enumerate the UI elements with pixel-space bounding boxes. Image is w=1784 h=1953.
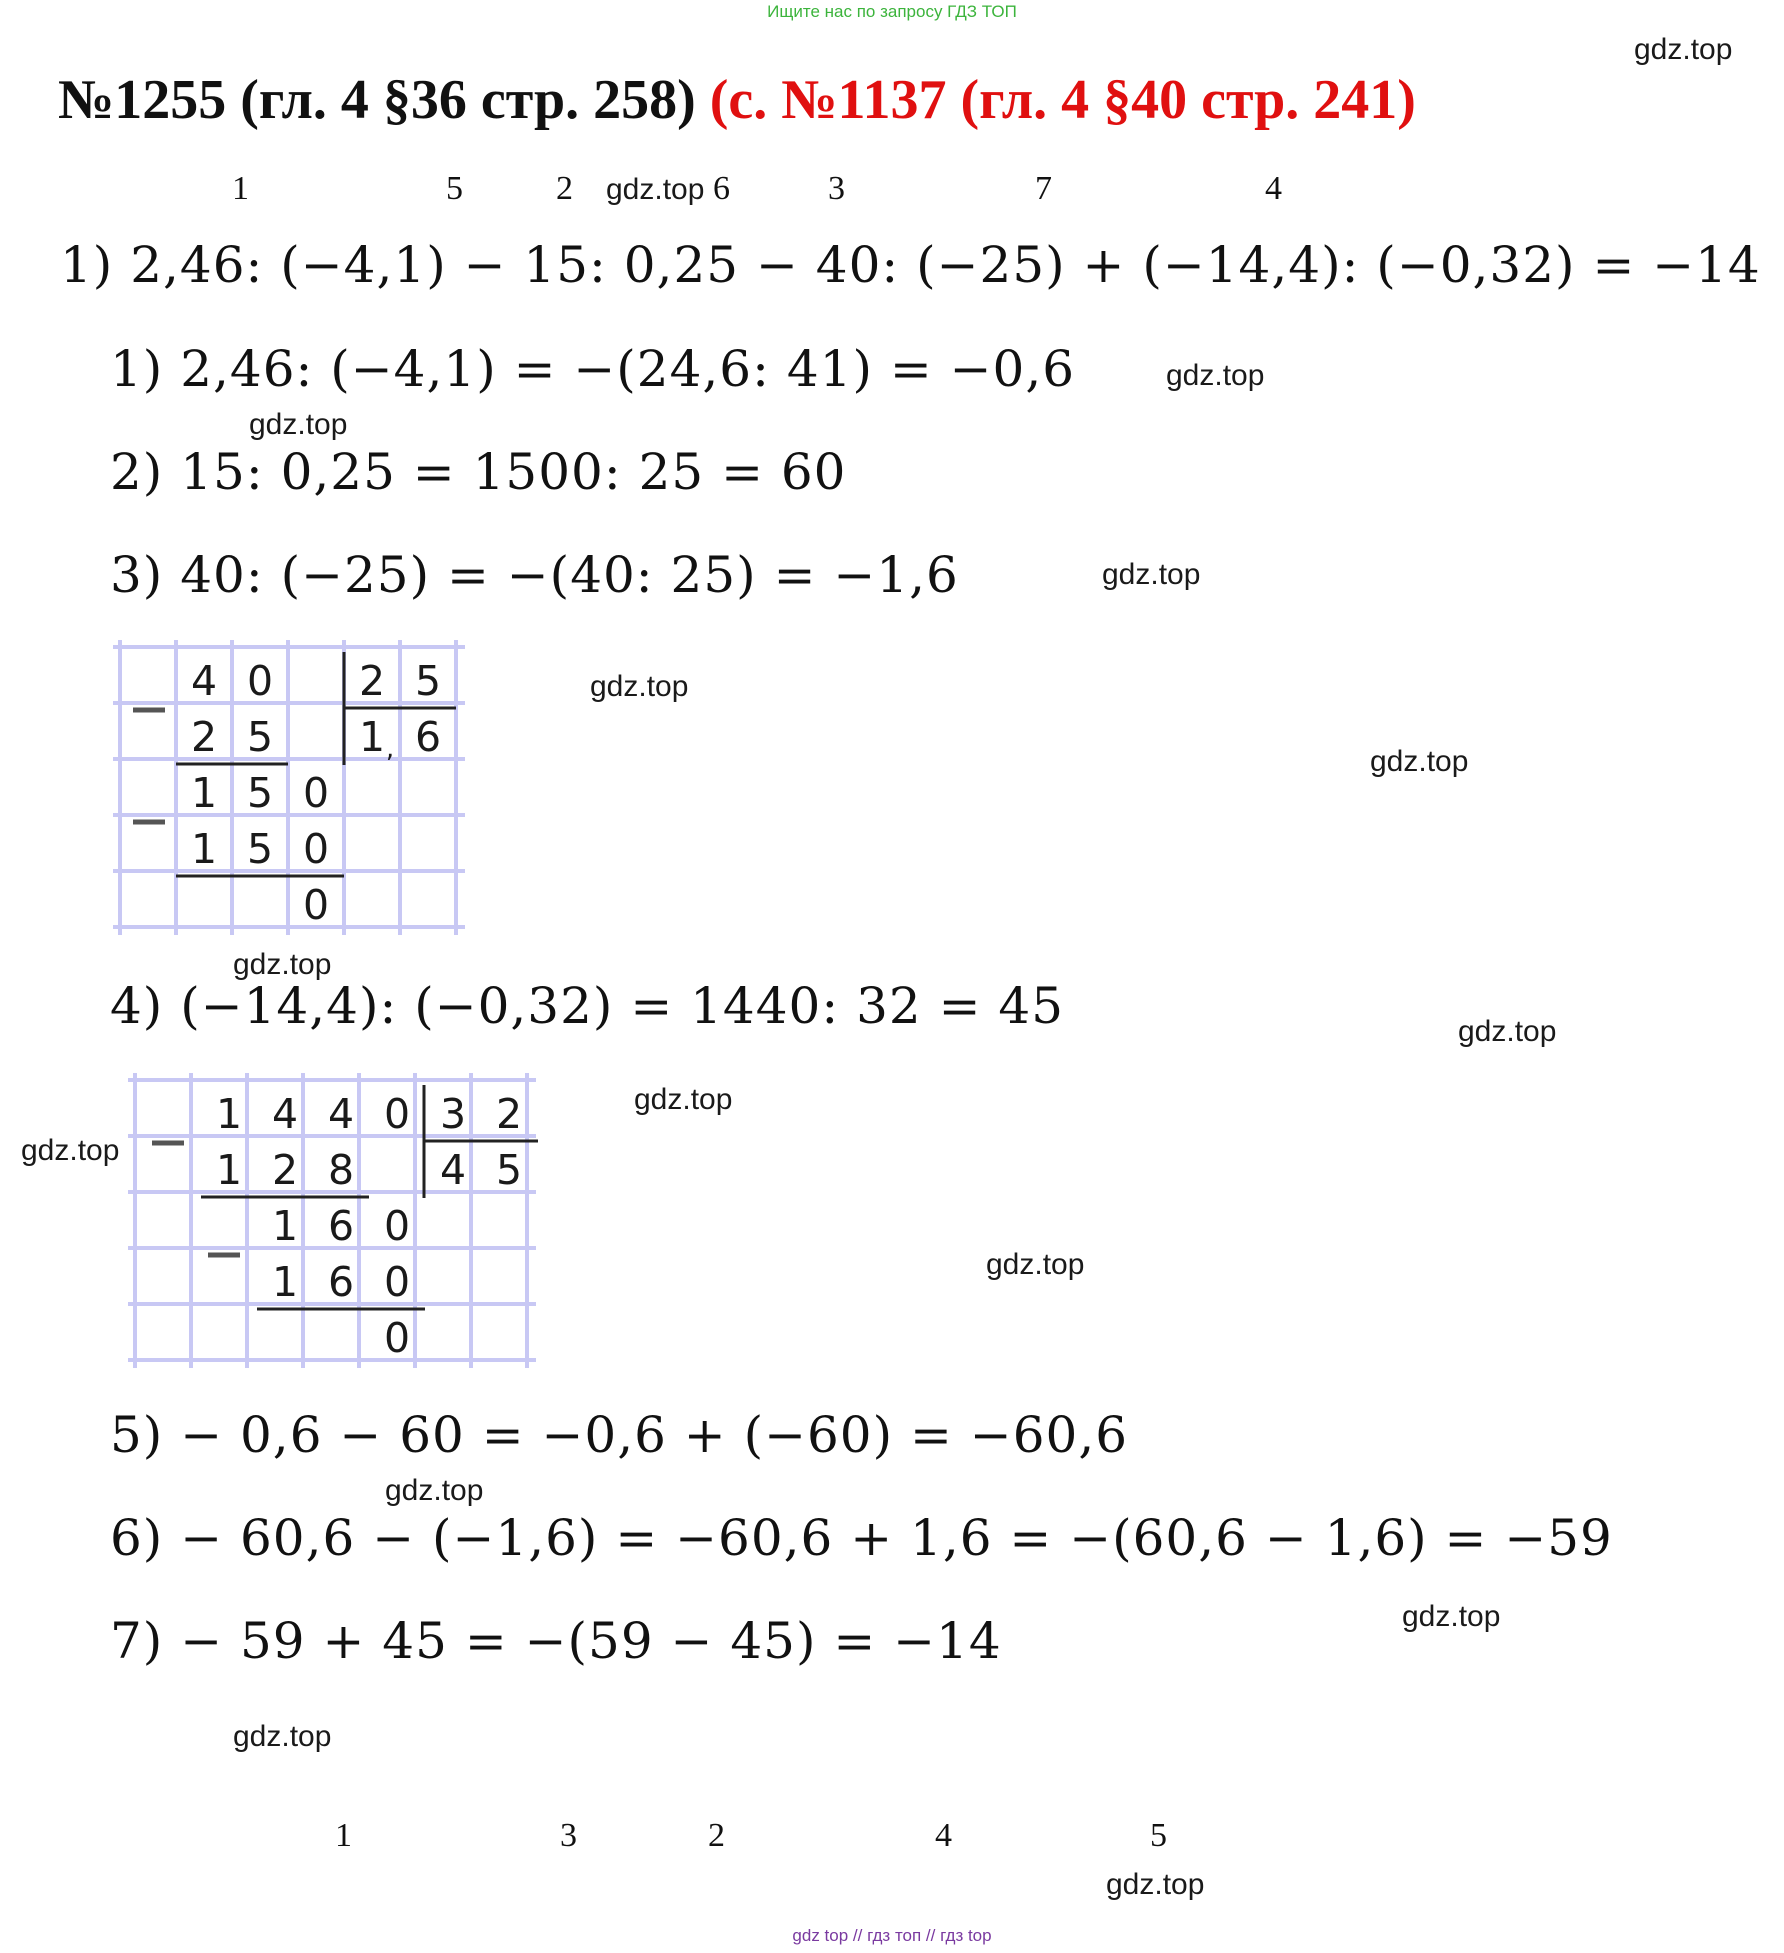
- watermark: gdz.top: [385, 1474, 484, 1507]
- digit: ,: [385, 734, 395, 764]
- digit: 2: [271, 1146, 299, 1194]
- order-number: 5: [446, 170, 463, 207]
- order-number: 4: [935, 1817, 952, 1854]
- watermark: gdz.top: [1402, 1600, 1501, 1633]
- order-number: 4: [1265, 170, 1282, 207]
- step-5: 5) − 0,6 − 60 = −0,6 + (−60) = −60,6: [110, 1406, 1129, 1464]
- order-number: 2: [556, 170, 573, 207]
- digit: 6: [327, 1258, 355, 1306]
- digit: 0: [383, 1202, 411, 1250]
- watermark: gdz.top: [1106, 1868, 1205, 1901]
- step-4: 4) (−14,4): (−0,32) = 1440: 32 = 45: [110, 977, 1065, 1035]
- title-main: №1255 (гл. 4 §36 стр. 258): [58, 69, 696, 131]
- digit: 0: [246, 657, 274, 705]
- digit: 1: [190, 769, 218, 817]
- digit: 1: [215, 1146, 243, 1194]
- digit: 4: [327, 1090, 355, 1138]
- digit: 4: [190, 657, 218, 705]
- watermark: gdz.top: [634, 1083, 733, 1116]
- digit: 5: [246, 769, 274, 817]
- digit: 0: [383, 1314, 411, 1362]
- order-number: 7: [1035, 170, 1052, 207]
- order-number: 3: [560, 1817, 577, 1854]
- top-banner[interactable]: Ищите нас по запросу ГДЗ ТОП: [767, 2, 1017, 21]
- digit: 0: [302, 881, 330, 929]
- step-7: 7) − 59 + 45 = −(59 − 45) = −14: [110, 1612, 1002, 1670]
- digit: 6: [327, 1202, 355, 1250]
- long-division-40-by-25: [113, 640, 470, 940]
- step-1: 1) 2,46: (−4,1) = −(24,6: 41) = −0,6: [110, 340, 1076, 398]
- step-3: 3) 40: (−25) = −(40: 25) = −1,6: [110, 546, 959, 604]
- digit: 3: [439, 1090, 467, 1138]
- digit: 2: [495, 1090, 523, 1138]
- step-6: 6) − 60,6 − (−1,6) = −60,6 + 1,6 = −(60,6 − 1,6) = −59: [110, 1509, 1613, 1567]
- order-number: 3: [828, 170, 845, 207]
- order-number: 1: [335, 1817, 352, 1854]
- watermark: gdz.top: [21, 1134, 120, 1167]
- digit: 2: [358, 657, 386, 705]
- watermark: gdz.top: [606, 173, 705, 206]
- watermark: gdz.top: [233, 1720, 332, 1753]
- digit: 6: [414, 713, 442, 761]
- order-number: 1: [232, 170, 249, 207]
- digit: 1: [271, 1258, 299, 1306]
- digit: 0: [383, 1090, 411, 1138]
- digit: 5: [246, 713, 274, 761]
- order-number: 2: [708, 1817, 725, 1854]
- title-alt: (с. №1137 (гл. 4 §40 стр. 241): [709, 69, 1416, 131]
- watermark: gdz.top: [590, 670, 689, 703]
- watermark: gdz.top: [1102, 558, 1201, 591]
- digit: 1: [358, 713, 386, 761]
- watermark: gdz.top: [1166, 359, 1265, 392]
- bottom-banner[interactable]: gdz top // гдз топ // гдз top: [792, 1926, 992, 1945]
- digit: 1: [271, 1202, 299, 1250]
- digit: 5: [495, 1146, 523, 1194]
- long-division-1440-by-32: [128, 1073, 558, 1373]
- digit: 1: [215, 1090, 243, 1138]
- watermark: gdz.top: [233, 948, 332, 981]
- equation-main: 1) 2,46: (−4,1) − 15: 0,25 − 40: (−25) + (−14,4): (−0,32) = −14: [60, 236, 1761, 294]
- watermark: gdz.top: [249, 408, 348, 441]
- digit: 0: [383, 1258, 411, 1306]
- watermark: gdz.top: [1458, 1015, 1557, 1048]
- digit: 8: [327, 1146, 355, 1194]
- page-title: [58, 68, 1416, 132]
- order-number: 5: [1150, 1817, 1167, 1854]
- digit: 5: [246, 825, 274, 873]
- watermark: gdz.top: [1370, 745, 1469, 778]
- digit: 5: [414, 657, 442, 705]
- digit: 1: [190, 825, 218, 873]
- digit: 4: [439, 1146, 467, 1194]
- digit: 0: [302, 825, 330, 873]
- watermark: gdz.top: [1634, 33, 1733, 66]
- step-2: 2) 15: 0,25 = 1500: 25 = 60: [110, 443, 847, 501]
- watermark: gdz.top: [986, 1248, 1085, 1281]
- order-number: 6: [713, 170, 730, 207]
- digit: 0: [302, 769, 330, 817]
- digit: 4: [271, 1090, 299, 1138]
- digit: 2: [190, 713, 218, 761]
